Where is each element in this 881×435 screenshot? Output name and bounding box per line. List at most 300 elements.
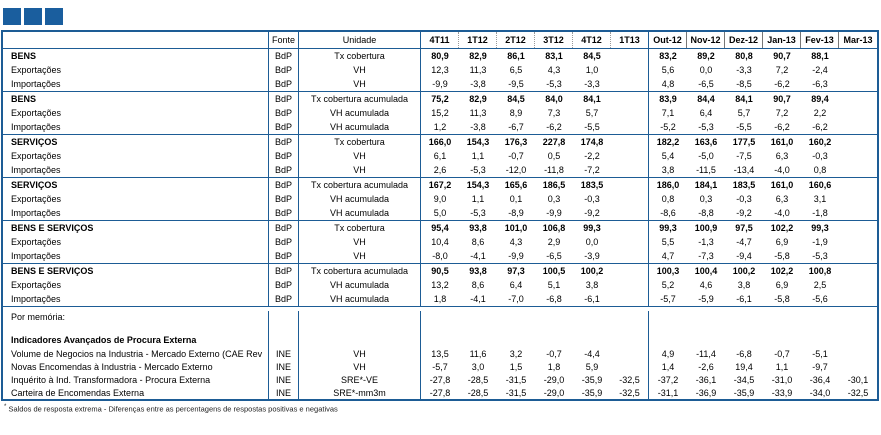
row-label: Importações xyxy=(3,77,269,91)
spacer-cell xyxy=(3,323,269,332)
cell-quarter: -3,9 xyxy=(584,251,600,261)
table-row xyxy=(3,278,877,292)
table-row xyxy=(3,149,877,163)
cell-month: -6,3 xyxy=(812,79,828,89)
cell-month: -7,5 xyxy=(736,151,752,161)
cell-quarter: 167,2 xyxy=(428,180,452,190)
cell-quarter: -9,9 xyxy=(432,79,448,89)
memo-subtitle-row xyxy=(3,332,877,347)
table-row xyxy=(3,135,877,149)
row-fonte: BdP xyxy=(269,135,299,149)
cell-month: -9,7 xyxy=(812,361,828,372)
cell-quarter xyxy=(611,278,649,292)
table-block xyxy=(3,178,877,221)
cell-month: -5,0 xyxy=(698,151,714,161)
cell-month: 0,8 xyxy=(813,165,827,175)
cell-month: 80,8 xyxy=(735,51,753,61)
cell-month: 0,0 xyxy=(699,65,713,75)
cell-month: 7,2 xyxy=(775,65,789,75)
cell-quarter xyxy=(611,249,649,263)
cell-month: 88,1 xyxy=(811,51,829,61)
cell-quarter: -11,8 xyxy=(544,165,564,175)
cell-month: -8,6 xyxy=(660,208,676,218)
cell-quarter: -2,2 xyxy=(584,151,600,161)
cell-month: 89,2 xyxy=(697,51,715,61)
cell-month: 89,4 xyxy=(811,94,829,104)
row-label: Inquérito à Ind. Transformadora - Procura Externa xyxy=(3,373,269,386)
cell-quarter: 83,1 xyxy=(545,51,563,61)
cell-quarter: 183,5 xyxy=(580,180,604,190)
cell-month: -4,0 xyxy=(774,208,790,218)
cell-quarter: 8,6 xyxy=(471,237,485,247)
row-unidade: VH acumulada xyxy=(299,120,421,134)
cell-quarter: 80,9 xyxy=(431,51,449,61)
cell-quarter: -7,2 xyxy=(584,165,600,175)
row-unidade: Tx cobertura acumulada xyxy=(299,92,421,106)
cell-quarter xyxy=(611,49,649,63)
cell-month xyxy=(839,235,877,249)
row-label: Importações xyxy=(3,163,269,177)
cell-quarter: -29,0 xyxy=(543,387,565,398)
header-month: Fev-13 xyxy=(801,32,839,48)
cell-quarter xyxy=(611,235,649,249)
cell-quarter: -9,9 xyxy=(546,208,562,218)
cell-month: 7,2 xyxy=(775,108,789,118)
header-fonte: Fonte xyxy=(269,32,299,48)
cell-quarter: 8,9 xyxy=(509,108,523,118)
cell-month: 100,8 xyxy=(808,266,832,276)
table-row xyxy=(3,106,877,120)
row-label: Exportações xyxy=(3,149,269,163)
cell-quarter: -8,9 xyxy=(508,208,524,218)
cell-month: 161,0 xyxy=(770,180,794,190)
table-row xyxy=(3,77,877,91)
row-unidade: Tx cobertura acumulada xyxy=(299,264,421,278)
row-unidade: VH xyxy=(299,347,421,360)
cell-month xyxy=(839,178,877,192)
cell-quarter: 7,3 xyxy=(547,108,561,118)
cell-quarter: 5,0 xyxy=(433,208,447,218)
table-row xyxy=(3,63,877,77)
row-unidade: SRE*-mm3m xyxy=(299,386,421,399)
memo-subtitle: Indicadores Avançados de Procura Externa xyxy=(3,332,269,347)
footnote-marker: * xyxy=(4,404,7,410)
cell-quarter: 165,6 xyxy=(504,180,528,190)
row-fonte: BdP xyxy=(269,63,299,77)
cell-month: 100,3 xyxy=(656,266,680,276)
row-label: Carteira de Encomendas Externa xyxy=(3,386,269,399)
cell-month: -5,3 xyxy=(812,251,828,261)
cell-quarter xyxy=(611,292,649,306)
cell-quarter: 154,3 xyxy=(466,137,490,147)
cell-quarter: 3,8 xyxy=(585,280,599,290)
cell-quarter: 1,1 xyxy=(471,194,485,204)
cell-month: -31,1 xyxy=(657,387,679,398)
cell-month: -33,9 xyxy=(771,387,793,398)
cell-quarter: 4,3 xyxy=(509,237,523,247)
cell-month: 6,9 xyxy=(775,280,789,290)
logo-square-1 xyxy=(3,8,21,25)
cell-quarter: -3,8 xyxy=(470,122,486,132)
cell-quarter: 93,8 xyxy=(469,223,487,233)
header-quarter: 1T12 xyxy=(459,32,497,48)
row-unidade: Tx cobertura xyxy=(299,49,421,63)
cell-month: -32,5 xyxy=(847,387,869,398)
spacer-cell xyxy=(299,323,421,332)
header-month: Jan-13 xyxy=(763,32,801,48)
cell-quarter: 9,0 xyxy=(433,194,447,204)
logo-square-2 xyxy=(24,8,42,25)
cell-quarter: 3,0 xyxy=(471,361,485,372)
cell-month: -2,4 xyxy=(812,65,828,75)
cell-month: -31,0 xyxy=(771,374,793,385)
cell-quarter: -9,5 xyxy=(508,79,524,89)
cell-month: -0,3 xyxy=(812,151,828,161)
cell-quarter: -35,9 xyxy=(581,387,603,398)
header-quarter: 2T12 xyxy=(497,32,535,48)
cell-quarter: 3,2 xyxy=(509,348,523,359)
cell-month: -11,4 xyxy=(696,348,716,359)
cell-quarter: -28,5 xyxy=(467,387,489,398)
cell-quarter: 5,9 xyxy=(585,361,599,372)
cell-month: -34,5 xyxy=(733,374,755,385)
cell-quarter: -6,1 xyxy=(584,294,600,304)
cell-quarter: 0,1 xyxy=(509,194,523,204)
cell-quarter: -12,0 xyxy=(505,165,527,175)
cell-month: 84,1 xyxy=(735,94,753,104)
row-label: Volume de Negocios na Industria - Mercado Externo (CAE Rev xyxy=(3,347,269,360)
footnote-text: Saldos de resposta extrema - Diferenças entre as percentagens de respostas positivas e negativas xyxy=(8,404,338,414)
table-body xyxy=(3,49,877,307)
memo-title: Por memória: xyxy=(3,311,269,323)
cell-quarter xyxy=(611,135,649,149)
row-fonte: BdP xyxy=(269,292,299,306)
table-block xyxy=(3,264,877,307)
table-header-row xyxy=(3,32,877,49)
row-fonte: INE xyxy=(269,373,299,386)
cell-quarter xyxy=(611,149,649,163)
table-row xyxy=(3,249,877,263)
cell-quarter: 97,3 xyxy=(507,266,525,276)
cell-quarter: -0,7 xyxy=(508,151,524,161)
cell-month: -11,5 xyxy=(696,165,716,175)
row-label: Importações xyxy=(3,292,269,306)
table-block xyxy=(3,92,877,135)
cell-month: -1,9 xyxy=(812,237,828,247)
spacer-cell xyxy=(649,332,877,347)
table-row xyxy=(3,264,877,278)
row-fonte: BdP xyxy=(269,92,299,106)
table-row xyxy=(3,178,877,192)
cell-month: 84,4 xyxy=(697,94,715,104)
row-fonte: BdP xyxy=(269,106,299,120)
cell-month: 5,7 xyxy=(737,108,751,118)
cell-month: 99,3 xyxy=(811,223,829,233)
cell-quarter: 154,3 xyxy=(466,180,490,190)
cell-quarter: 11,3 xyxy=(469,65,487,75)
row-unidade: VH xyxy=(299,249,421,263)
cell-month xyxy=(839,106,877,120)
cell-quarter: 0,5 xyxy=(547,151,561,161)
cell-month: -4,0 xyxy=(774,165,790,175)
cell-quarter: -0,7 xyxy=(546,348,562,359)
memo-title-row xyxy=(3,307,877,323)
cell-month: 160,6 xyxy=(808,180,832,190)
cell-month: 102,2 xyxy=(770,223,794,233)
memo-spacer-row xyxy=(3,323,877,332)
cell-quarter: 106,8 xyxy=(542,223,566,233)
cell-month: 100,9 xyxy=(694,223,718,233)
cell-month xyxy=(839,206,877,220)
row-unidade: Tx cobertura acumulada xyxy=(299,178,421,192)
cell-quarter: 12,3 xyxy=(431,65,449,75)
cell-month: 5,6 xyxy=(661,65,675,75)
table-row xyxy=(3,163,877,177)
cell-month: 163,6 xyxy=(694,137,718,147)
cell-quarter: -32,5 xyxy=(611,386,649,399)
cell-quarter: 1,1 xyxy=(471,151,485,161)
cell-quarter: 82,9 xyxy=(469,51,487,61)
cell-month: 0,3 xyxy=(699,194,713,204)
row-fonte: BdP xyxy=(269,149,299,163)
cell-month: -30,1 xyxy=(847,374,869,385)
cell-month: 6,3 xyxy=(775,194,789,204)
cell-month: 3,8 xyxy=(661,165,675,175)
spacer-cell xyxy=(421,332,649,347)
row-unidade: Tx cobertura xyxy=(299,221,421,235)
cell-month: -8,8 xyxy=(698,208,714,218)
cell-month xyxy=(839,360,877,373)
cell-quarter: 75,2 xyxy=(431,94,449,104)
cell-month xyxy=(839,347,877,360)
cell-quarter: -6,2 xyxy=(546,122,562,132)
cell-month: 186,0 xyxy=(656,180,680,190)
row-fonte: INE xyxy=(269,360,299,373)
cell-month xyxy=(839,120,877,134)
cell-quarter: 82,9 xyxy=(469,94,487,104)
spacer-cell xyxy=(421,323,649,332)
cell-quarter: 6,5 xyxy=(509,65,523,75)
table-memo-section xyxy=(3,307,877,399)
row-fonte: INE xyxy=(269,347,299,360)
spacer-cell xyxy=(649,323,877,332)
cell-quarter: 6,1 xyxy=(433,151,447,161)
cell-month: 160,2 xyxy=(808,137,832,147)
row-unidade: VH xyxy=(299,360,421,373)
cell-quarter xyxy=(611,360,649,373)
cell-month: 99,3 xyxy=(659,223,677,233)
cell-quarter xyxy=(611,77,649,91)
cell-month: -3,3 xyxy=(736,65,752,75)
cell-month: -36,4 xyxy=(809,374,831,385)
cell-quarter: 15,2 xyxy=(431,108,449,118)
cell-quarter: 2,9 xyxy=(547,237,561,247)
cell-quarter: -9,9 xyxy=(508,251,524,261)
spacer-cell xyxy=(299,332,421,347)
cell-quarter: 6,4 xyxy=(509,280,523,290)
cell-month: 83,9 xyxy=(659,94,677,104)
row-label: Exportações xyxy=(3,106,269,120)
cell-quarter: 99,3 xyxy=(583,223,601,233)
cell-quarter: 84,0 xyxy=(545,94,563,104)
cell-month: -0,3 xyxy=(736,194,752,204)
row-fonte: BdP xyxy=(269,192,299,206)
table-row xyxy=(3,221,877,235)
cell-month: -35,9 xyxy=(733,387,755,398)
cell-month: 90,7 xyxy=(773,51,791,61)
cell-quarter: 86,1 xyxy=(507,51,525,61)
table-block xyxy=(3,49,877,92)
spacer-cell xyxy=(299,311,421,323)
row-fonte: BdP xyxy=(269,49,299,63)
row-unidade: Tx cobertura xyxy=(299,135,421,149)
cell-month xyxy=(839,221,877,235)
cell-month: 19,4 xyxy=(735,361,753,372)
cell-quarter: -3,8 xyxy=(470,79,486,89)
cell-quarter: -4,1 xyxy=(470,251,486,261)
cell-month: -5,1 xyxy=(812,348,828,359)
cell-month xyxy=(839,264,877,278)
cell-quarter: -3,3 xyxy=(584,79,600,89)
cell-quarter: 2,6 xyxy=(433,165,447,175)
row-fonte: BdP xyxy=(269,235,299,249)
cell-month: -1,3 xyxy=(698,237,714,247)
cell-month: -37,2 xyxy=(657,374,679,385)
cell-month: 100,4 xyxy=(694,266,718,276)
memo-row xyxy=(3,347,877,360)
cell-month: -1,8 xyxy=(812,208,828,218)
row-unidade: VH acumulada xyxy=(299,292,421,306)
cell-month: -5,5 xyxy=(736,122,752,132)
cell-quarter: 186,5 xyxy=(542,180,566,190)
cell-quarter: -5,5 xyxy=(584,122,600,132)
cell-month xyxy=(839,163,877,177)
header-unidade: Unidade xyxy=(299,32,421,48)
cell-quarter xyxy=(611,63,649,77)
row-unidade: VH xyxy=(299,163,421,177)
cell-month: 4,7 xyxy=(661,251,675,261)
row-unidade: VH xyxy=(299,77,421,91)
table-row xyxy=(3,120,877,134)
row-fonte: BdP xyxy=(269,120,299,134)
row-unidade: VH acumulada xyxy=(299,278,421,292)
row-label: Importações xyxy=(3,206,269,220)
cell-month: -5,2 xyxy=(660,122,676,132)
cell-quarter xyxy=(611,192,649,206)
cell-month: -34,0 xyxy=(809,387,831,398)
cell-quarter: -9,2 xyxy=(584,208,600,218)
cell-month xyxy=(839,192,877,206)
cell-quarter xyxy=(611,206,649,220)
spacer-cell xyxy=(421,311,649,323)
cell-month xyxy=(839,49,877,63)
table-block xyxy=(3,135,877,178)
row-fonte: INE xyxy=(269,386,299,399)
logo-square-3 xyxy=(45,8,63,25)
cell-month: -6,2 xyxy=(774,122,790,132)
cell-quarter: 1,5 xyxy=(509,361,523,372)
cell-quarter: -6,8 xyxy=(546,294,562,304)
cell-quarter: 8,6 xyxy=(471,280,485,290)
cell-month xyxy=(839,92,877,106)
cell-quarter: -32,5 xyxy=(611,373,649,386)
row-unidade: VH acumulada xyxy=(299,206,421,220)
row-label: SERVIÇOS xyxy=(3,135,269,149)
cell-month: 97,5 xyxy=(735,223,753,233)
cell-month: 161,0 xyxy=(770,137,794,147)
cell-quarter: 4,3 xyxy=(547,65,561,75)
row-label: Importações xyxy=(3,249,269,263)
cell-quarter: -5,3 xyxy=(546,79,562,89)
cell-quarter: 166,0 xyxy=(428,137,452,147)
cell-quarter: 11,6 xyxy=(469,348,487,359)
cell-quarter: -5,7 xyxy=(432,361,448,372)
cell-quarter: 84,1 xyxy=(583,94,601,104)
cell-month: 183,5 xyxy=(732,180,756,190)
cell-month: 0,8 xyxy=(661,194,675,204)
cell-month: 3,8 xyxy=(737,280,751,290)
row-label: BENS xyxy=(3,92,269,106)
header-quarter: 3T12 xyxy=(535,32,573,48)
row-fonte: BdP xyxy=(269,178,299,192)
cell-quarter: 13,5 xyxy=(431,348,449,359)
cell-month: 177,5 xyxy=(732,137,756,147)
cell-month: -13,4 xyxy=(733,165,755,175)
row-label: Novas Encomendas à Industria - Mercado Externo xyxy=(3,360,269,373)
cell-quarter xyxy=(611,92,649,106)
cell-quarter: -7,0 xyxy=(508,294,524,304)
cell-month: 3,1 xyxy=(813,194,827,204)
cell-quarter: 1,0 xyxy=(585,65,599,75)
header-month: Dez-12 xyxy=(725,32,763,48)
memo-row xyxy=(3,386,877,399)
table-block xyxy=(3,221,877,264)
cell-month: -6,5 xyxy=(698,79,714,89)
cell-quarter: -4,4 xyxy=(584,348,600,359)
row-label: Exportações xyxy=(3,192,269,206)
row-label: SERVIÇOS xyxy=(3,178,269,192)
cell-month: -8,5 xyxy=(736,79,752,89)
row-unidade: VH xyxy=(299,63,421,77)
cell-month: -7,3 xyxy=(698,251,714,261)
table-row xyxy=(3,49,877,63)
header-empty xyxy=(3,32,269,48)
row-fonte: BdP xyxy=(269,264,299,278)
cell-month xyxy=(839,77,877,91)
cell-quarter: 174,8 xyxy=(580,137,604,147)
cell-month xyxy=(839,249,877,263)
cell-quarter: 100,2 xyxy=(580,266,604,276)
header-month: Nov-12 xyxy=(687,32,725,48)
cell-quarter: 1,2 xyxy=(433,122,447,132)
cell-quarter xyxy=(611,120,649,134)
row-unidade: VH xyxy=(299,149,421,163)
cell-month: 4,8 xyxy=(661,79,675,89)
row-fonte: BdP xyxy=(269,206,299,220)
spacer-cell xyxy=(649,311,877,323)
cell-quarter xyxy=(611,178,649,192)
cell-month: -5,6 xyxy=(812,294,828,304)
cell-quarter xyxy=(611,221,649,235)
spacer-cell xyxy=(269,332,299,347)
cell-quarter: -29,0 xyxy=(543,374,565,385)
cell-month: 5,2 xyxy=(661,280,675,290)
cell-quarter: 0,3 xyxy=(547,194,561,204)
cell-quarter xyxy=(611,106,649,120)
cell-month: -5,3 xyxy=(698,122,714,132)
cell-month: 2,5 xyxy=(813,280,827,290)
cell-quarter: -5,3 xyxy=(470,208,486,218)
